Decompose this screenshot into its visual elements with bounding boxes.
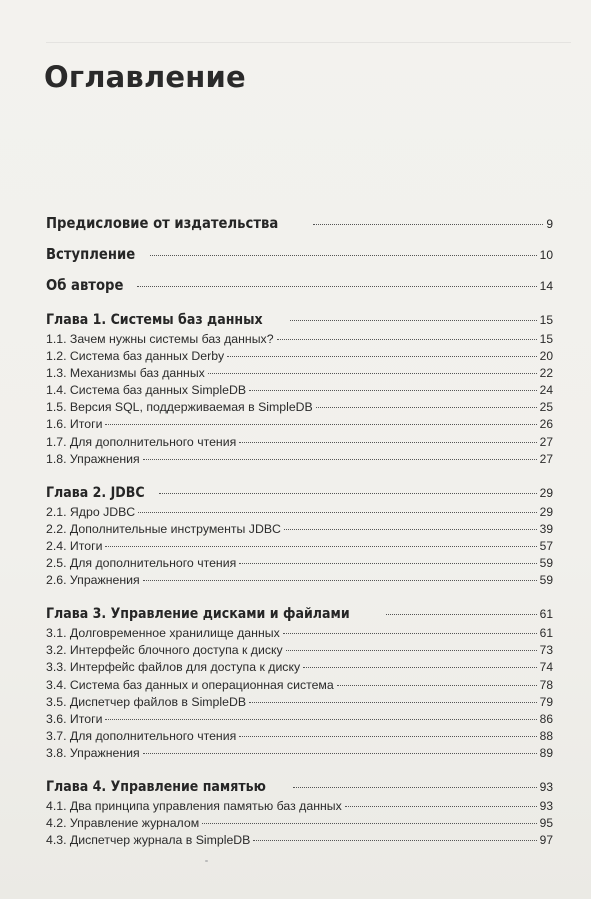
toc-front-matter-entry[interactable]: [46, 208, 553, 239]
toc-section-entry[interactable]: [46, 416, 553, 433]
toc-section-entry[interactable]: [46, 538, 553, 555]
toc-front-matter-entry-label: Об авторе: [46, 276, 124, 294]
dot-leader: [239, 442, 536, 443]
toc-section-entry-label: 4.2. Управление журналом: [46, 816, 200, 831]
toc-front-matter-entry[interactable]: [46, 239, 553, 270]
toc-section-entry[interactable]: [46, 815, 553, 832]
toc-section-entry-label: 3.1. Долговременное хранилище данных: [46, 626, 280, 641]
running-head: [46, 28, 571, 43]
toc-section-entry[interactable]: [46, 399, 553, 416]
toc-chapter-heading[interactable]: [46, 309, 553, 331]
dot-leader: [253, 840, 536, 841]
toc-chapter-heading-label: Глава 4. Управление памятью: [46, 778, 266, 795]
toc-section-entry-page-number: 88: [539, 728, 553, 743]
dot-leader: [284, 529, 537, 530]
toc-section-entry-page-number: 95: [539, 816, 553, 831]
toc-front-matter-entry-page-number: 10: [539, 248, 553, 262]
dot-leader: [290, 320, 537, 321]
toc-chapter-heading-page-number: 29: [539, 485, 553, 500]
toc-section-entry-page-number: 22: [539, 366, 553, 381]
toc-chapter: [46, 776, 553, 849]
toc-chapter-heading-page-number: 93: [539, 779, 553, 794]
dot-leader: [293, 787, 536, 788]
toc-section-entry[interactable]: [46, 572, 553, 589]
print-speck: [205, 860, 208, 862]
toc-chapter-heading[interactable]: [46, 603, 553, 625]
toc-chapter-heading-label: Глава 2. JDBC: [46, 484, 145, 501]
toc-section-entry-page-number: 26: [539, 417, 553, 432]
toc-section-entry-page-number: 25: [539, 400, 553, 415]
toc-section-entry-label: 3.4. Система баз данных и операционная система: [46, 677, 334, 692]
table-of-contents: [46, 208, 553, 849]
dot-leader: [105, 546, 536, 547]
dot-leader: [202, 823, 536, 824]
toc-section-entry[interactable]: [46, 434, 553, 451]
toc-section-entry-page-number: 59: [539, 556, 553, 571]
toc-chapter-heading[interactable]: [46, 776, 553, 798]
dot-leader: [227, 356, 536, 357]
toc-section-entry[interactable]: [46, 365, 553, 382]
toc-section-entry-page-number: 15: [539, 332, 553, 346]
toc-section-entry[interactable]: [46, 745, 553, 762]
dot-leader: [337, 685, 537, 686]
toc-section-entry-label: 1.5. Версия SQL, поддерживаемая в SimpleDB: [46, 400, 313, 415]
spacer: [46, 589, 553, 603]
toc-section-entry-label: 2.5. Для дополнительного чтения: [46, 556, 237, 571]
dot-leader: [143, 753, 537, 754]
toc-section-entry-page-number: 20: [539, 349, 553, 364]
toc-section-entry-label: 1.4. Система баз данных SimpleDB: [46, 383, 247, 398]
toc-section-entry-label: 3.8. Упражнения: [46, 745, 140, 760]
toc-section-entry-label: 3.5. Диспетчер файлов в SimpleDB: [46, 694, 247, 709]
toc-section-entry-label: 2.1. Ядро JDBC: [46, 504, 136, 519]
toc-section-entry-page-number: 74: [539, 660, 553, 675]
toc-section-entry-label: 4.3. Диспетчер журнала в SimpleDB: [46, 833, 251, 848]
toc-front-matter-entry-label: Предисловие от издательства: [46, 214, 279, 232]
toc-section-entry-label: 3.7. Для дополнительного чтения: [46, 728, 237, 743]
dot-leader: [303, 667, 537, 668]
dot-leader: [249, 702, 537, 703]
dot-leader: [150, 255, 536, 256]
toc-section-entry-label: 1.3. Механизмы баз данных: [46, 366, 205, 381]
toc-section-entry-label: 1.8. Упражнения: [46, 451, 140, 466]
toc-chapter: [46, 482, 553, 589]
dot-leader: [208, 373, 537, 374]
toc-section-entry-page-number: 61: [539, 626, 553, 641]
toc-section-entry[interactable]: [46, 832, 553, 849]
toc-section-entry-page-number: 57: [539, 538, 553, 553]
toc-section-entry[interactable]: [46, 728, 553, 745]
toc-chapter: [46, 603, 553, 762]
dot-leader: [138, 512, 536, 513]
toc-section-entry-label: 3.3. Интерфейс файлов для доступа к диску: [46, 660, 301, 675]
toc-section-entry-page-number: 24: [539, 383, 553, 398]
toc-section-entry[interactable]: [46, 521, 553, 538]
dot-leader: [137, 286, 537, 287]
toc-section-entry-label: 2.2. Дополнительные инструменты JDBC: [46, 521, 281, 536]
dot-leader: [143, 580, 537, 581]
dot-leader: [105, 719, 536, 720]
toc-section-entry-label: 1.2. Система баз данных Derby: [46, 349, 225, 364]
dot-leader: [283, 633, 537, 634]
dot-leader: [386, 614, 536, 615]
toc-chapter: [46, 309, 553, 468]
spacer: [46, 762, 553, 776]
toc-section-entry[interactable]: [46, 659, 553, 676]
toc-chapter-heading-label: Глава 3. Управление дисками и файлами: [46, 606, 350, 623]
dot-leader: [286, 650, 537, 651]
spacer: [46, 301, 553, 309]
dot-leader: [239, 563, 536, 564]
toc-section-entry[interactable]: [46, 677, 553, 694]
dot-leader: [143, 459, 537, 460]
toc-section-entry-label: 1.7. Для дополнительного чтения: [46, 434, 237, 449]
toc-section-entry-page-number: 89: [539, 745, 553, 760]
toc-section-entry-page-number: 78: [539, 677, 553, 692]
toc-section-entry-page-number: 39: [539, 521, 553, 536]
toc-section-entry-page-number: 93: [539, 798, 553, 813]
dot-leader: [159, 493, 537, 494]
toc-section-entry[interactable]: [46, 798, 553, 815]
toc-section-entry-page-number: 29: [539, 504, 553, 519]
toc-section-entry[interactable]: [46, 555, 553, 572]
toc-section-entry-page-number: 73: [539, 643, 553, 658]
toc-chapter-heading[interactable]: [46, 482, 553, 504]
toc-section-entry[interactable]: [46, 348, 553, 365]
toc-section-entry-page-number: 86: [539, 711, 553, 726]
dot-leader: [277, 339, 537, 340]
dot-leader: [105, 424, 536, 425]
dot-leader: [239, 736, 536, 737]
toc-section-entry-page-number: 97: [539, 833, 553, 848]
toc-section-entry-label: 1.6. Итоги: [46, 417, 103, 432]
toc-section-entry-page-number: 79: [539, 694, 553, 709]
toc-chapter-heading-label: Глава 1. Системы баз данных: [46, 312, 263, 328]
dot-leader: [316, 407, 537, 408]
toc-section-entry-label: 3.2. Интерфейс блочного доступа к диску: [46, 643, 283, 658]
toc-section-entry[interactable]: [46, 642, 553, 659]
toc-section-entry[interactable]: [46, 504, 553, 521]
toc-section-entry[interactable]: [46, 711, 553, 728]
toc-section-entry-label: 1.1. Зачем нужны системы баз данных?: [46, 332, 274, 346]
spacer: [46, 468, 553, 482]
toc-chapter-heading-page-number: 61: [539, 607, 553, 622]
toc-front-matter-entry[interactable]: [46, 270, 553, 301]
toc-front-matter-entry-label: Вступление: [46, 245, 136, 263]
toc-section-entry[interactable]: [46, 694, 553, 711]
toc-section-entry-page-number: 27: [539, 434, 553, 449]
toc-section-entry[interactable]: [46, 625, 553, 642]
toc-chapter-heading-page-number: 15: [539, 313, 553, 327]
toc-section-entry[interactable]: [46, 382, 553, 399]
toc-section-entry[interactable]: [46, 331, 553, 348]
toc-section-entry-page-number: 27: [539, 451, 553, 466]
page-title: Оглавление: [44, 60, 246, 94]
toc-section-entry-label: 2.6. Упражнения: [46, 573, 140, 588]
toc-section-entry-label: 3.6. Итоги: [46, 711, 103, 726]
toc-front-matter-entry-page-number: 9: [546, 217, 553, 231]
toc-section-entry-label: 4.1. Два принципа управления памятью баз данных: [46, 798, 342, 813]
toc-section-entry-label: 2.4. Итоги: [46, 538, 103, 553]
toc-section-entry-page-number: 59: [539, 573, 553, 588]
toc-front-matter-entry-page-number: 14: [539, 279, 553, 293]
dot-leader: [345, 806, 537, 807]
dot-leader: [249, 390, 537, 391]
dot-leader: [313, 224, 543, 225]
toc-section-entry[interactable]: [46, 451, 553, 468]
